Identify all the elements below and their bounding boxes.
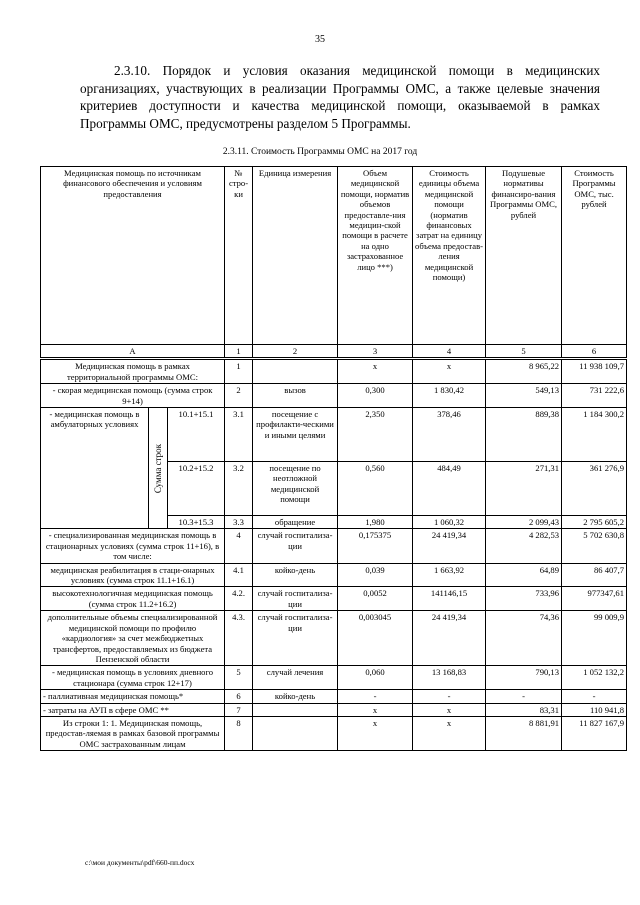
- row-unit: случай лечения: [253, 666, 338, 690]
- row-total: 5 702 630,8: [562, 529, 627, 563]
- row-number: 4.3.: [225, 611, 253, 666]
- table-row: [41, 587, 627, 611]
- row-unit: обращение: [253, 516, 338, 529]
- row-total: 361 276,9: [562, 462, 627, 516]
- row-sum: 10.3+15.3: [168, 516, 225, 529]
- section-paragraph: 2.3.10. Порядок и условия оказания медицинской помощи в медицинских организациях, участвующих в реализации Программы ОМС, а также целевые значения критериев доступности и качества медицинской помощи, оказываемой в рамках Программы ОМС, предусмотрены разделом 5 Программы.: [80, 63, 600, 131]
- row-unit-cost: х: [413, 716, 486, 750]
- row-number: 6: [225, 690, 253, 703]
- row-unit: койко-день: [253, 563, 338, 587]
- row-volume: 0,300: [338, 384, 413, 408]
- row-unit-cost: х: [413, 703, 486, 716]
- row-unit-cost: 24 419,34: [413, 529, 486, 563]
- row-unit: случай госпитализа-ции: [253, 587, 338, 611]
- row-unit-cost: 24 419,34: [413, 611, 486, 666]
- row-unit-cost: 141146,15: [413, 587, 486, 611]
- index-cell: 6: [562, 345, 627, 359]
- row-unit: случай госпитализа-ции: [253, 529, 338, 563]
- header-unit-cost: Стоимость единицы объема медицинской помощи (норматив финансовых затрат на единицу объема предостав-ления медицинской помощи): [413, 167, 486, 345]
- row-number: 4: [225, 529, 253, 563]
- row-unit-cost: 484,49: [413, 462, 486, 516]
- row-volume: 2,350: [338, 408, 413, 462]
- row-per-capita: 83,31: [486, 703, 562, 716]
- row-total: 2 795 605,2: [562, 516, 627, 529]
- row-sum: 10.1+15.1: [168, 408, 225, 462]
- row-unit-cost: 1 830,42: [413, 384, 486, 408]
- row-unit: [253, 703, 338, 716]
- file-path-footer: c:\мои документы\pdf\660-пп.docx: [85, 858, 195, 867]
- table-row: [41, 611, 627, 666]
- row-number: 3.2: [225, 462, 253, 516]
- row-unit: вызов: [253, 384, 338, 408]
- row-volume: 0,175375: [338, 529, 413, 563]
- index-row: [41, 345, 627, 359]
- program-cost-table: [40, 166, 627, 751]
- row-unit: [253, 359, 338, 384]
- row-unit: посещение с профилакти-ческими и иными целями: [253, 408, 338, 462]
- table-row: [41, 563, 627, 587]
- row-per-capita: 8 965,22: [486, 359, 562, 384]
- row-total: -: [562, 690, 627, 703]
- row-number: 3.1: [225, 408, 253, 462]
- row-number: 2: [225, 384, 253, 408]
- row-name: - специализированная медицинская помощь в стационарных условиях (сумма строк 11+16), в том числе:: [41, 529, 225, 563]
- row-name: медицинская реабилитация в стаци-онарных условиях (сумма строк 11.1+16.1): [41, 563, 225, 587]
- row-total: 731 222,6: [562, 384, 627, 408]
- header-source: Медицинская помощь по источникам финансового обеспечения и условиям предоставления: [41, 167, 225, 345]
- row-per-capita: 74,36: [486, 611, 562, 666]
- row-number: 4.1: [225, 563, 253, 587]
- index-cell: 1: [225, 345, 253, 359]
- row-unit: койко-день: [253, 690, 338, 703]
- row-total: 11 938 109,7: [562, 359, 627, 384]
- row-unit-cost: х: [413, 359, 486, 384]
- row-total: 1 184 300,2: [562, 408, 627, 462]
- index-cell: 3: [338, 345, 413, 359]
- row-per-capita: 790,13: [486, 666, 562, 690]
- page-number: 35: [315, 34, 325, 45]
- row-unit-cost: 1 060,32: [413, 516, 486, 529]
- row-name: Медицинская помощь в рамках территориальной программы ОМС:: [41, 359, 225, 384]
- row-per-capita: 271,31: [486, 462, 562, 516]
- table-row: [41, 384, 627, 408]
- row-volume: х: [338, 716, 413, 750]
- row-total: 99 009,9: [562, 611, 627, 666]
- row-unit: посещение по неотложной медицинской помощи: [253, 462, 338, 516]
- row-total: 110 941,8: [562, 703, 627, 716]
- header-row-number: № стро-ки: [225, 167, 253, 345]
- row-unit: случай госпитализа-ции: [253, 611, 338, 666]
- row-total: 11 827 167,9: [562, 716, 627, 750]
- row-total: 1 052 132,2: [562, 666, 627, 690]
- row-name: - скорая медицинская помощь (сумма строк 9+14): [41, 384, 225, 408]
- row-volume: 0,039: [338, 563, 413, 587]
- row-per-capita: 2 099,43: [486, 516, 562, 529]
- table-row: [41, 666, 627, 690]
- table-row: [41, 408, 627, 462]
- index-cell: А: [41, 345, 225, 359]
- row-volume: 1,980: [338, 516, 413, 529]
- row-number: 5: [225, 666, 253, 690]
- sum-label: Сумма строк: [152, 443, 163, 493]
- row-number: 1: [225, 359, 253, 384]
- sum-label-cell: [149, 408, 168, 529]
- table-caption: 2.3.11. Стоимость Программы ОМС на 2017 год: [222, 147, 418, 157]
- row-unit-cost: 13 168,83: [413, 666, 486, 690]
- row-name: - паллиативная медицинская помощь*: [41, 690, 225, 703]
- row-sum: 10.2+15.2: [168, 462, 225, 516]
- row-volume: 0,0052: [338, 587, 413, 611]
- index-cell: 5: [486, 345, 562, 359]
- row-number: 3.3: [225, 516, 253, 529]
- row-per-capita: -: [486, 690, 562, 703]
- row-name: высокотехнологичная медицинская помощь (сумма строк 11.2+16.2): [41, 587, 225, 611]
- row-volume: х: [338, 359, 413, 384]
- row-number: 7: [225, 703, 253, 716]
- row-per-capita: 549,13: [486, 384, 562, 408]
- row-volume: 0,003045: [338, 611, 413, 666]
- index-cell: 2: [253, 345, 338, 359]
- row-total: 977347,61: [562, 587, 627, 611]
- row-name: - медицинская помощь в условиях дневного стационара (сумма строк 12+17): [41, 666, 225, 690]
- row-name: Из строки 1: 1. Медицинская помощь, предостав-ляемая в рамках базовой программы ОМС застрахованным лицам: [41, 716, 225, 750]
- table-row: [41, 359, 627, 384]
- row-volume: 0,560: [338, 462, 413, 516]
- row-name: - медицинская помощь в амбулаторных условиях: [41, 408, 149, 529]
- row-name: - затраты на АУП в сфере ОМС **: [41, 703, 225, 716]
- row-volume: 0,060: [338, 666, 413, 690]
- row-per-capita: 4 282,53: [486, 529, 562, 563]
- row-unit-cost: -: [413, 690, 486, 703]
- row-unit: [253, 716, 338, 750]
- table-row: [41, 716, 627, 750]
- row-per-capita: 733,96: [486, 587, 562, 611]
- row-per-capita: 64,89: [486, 563, 562, 587]
- header-unit: Единица измерения: [253, 167, 338, 345]
- row-total: 86 407,7: [562, 563, 627, 587]
- header-per-capita: Подушевые нормативы финансиро-вания Программы ОМС, рублей: [486, 167, 562, 345]
- table-row: [41, 703, 627, 716]
- row-unit-cost: 1 663,92: [413, 563, 486, 587]
- row-per-capita: 8 881,91: [486, 716, 562, 750]
- row-number: 4.2.: [225, 587, 253, 611]
- header-volume: Объем медицинской помощи, норматив объемов предоставле-ния медицин-ской помощи в расчете на одно застрахованное лицо ***): [338, 167, 413, 345]
- row-volume: х: [338, 703, 413, 716]
- row-number: 8: [225, 716, 253, 750]
- row-name: дополнительные объемы специализированной медицинской помощи по профилю «кардиология» за счет межбюджетных трансфертов, предоставляемых из бюджета Пензенской области: [41, 611, 225, 666]
- table-header-row: [41, 167, 627, 345]
- row-volume: -: [338, 690, 413, 703]
- index-cell: 4: [413, 345, 486, 359]
- table-row: [41, 690, 627, 703]
- row-unit-cost: 378,46: [413, 408, 486, 462]
- header-total-cost: Стоимость Программы ОМС, тыс. рублей: [562, 167, 627, 345]
- table-row: [41, 529, 627, 563]
- row-per-capita: 889,38: [486, 408, 562, 462]
